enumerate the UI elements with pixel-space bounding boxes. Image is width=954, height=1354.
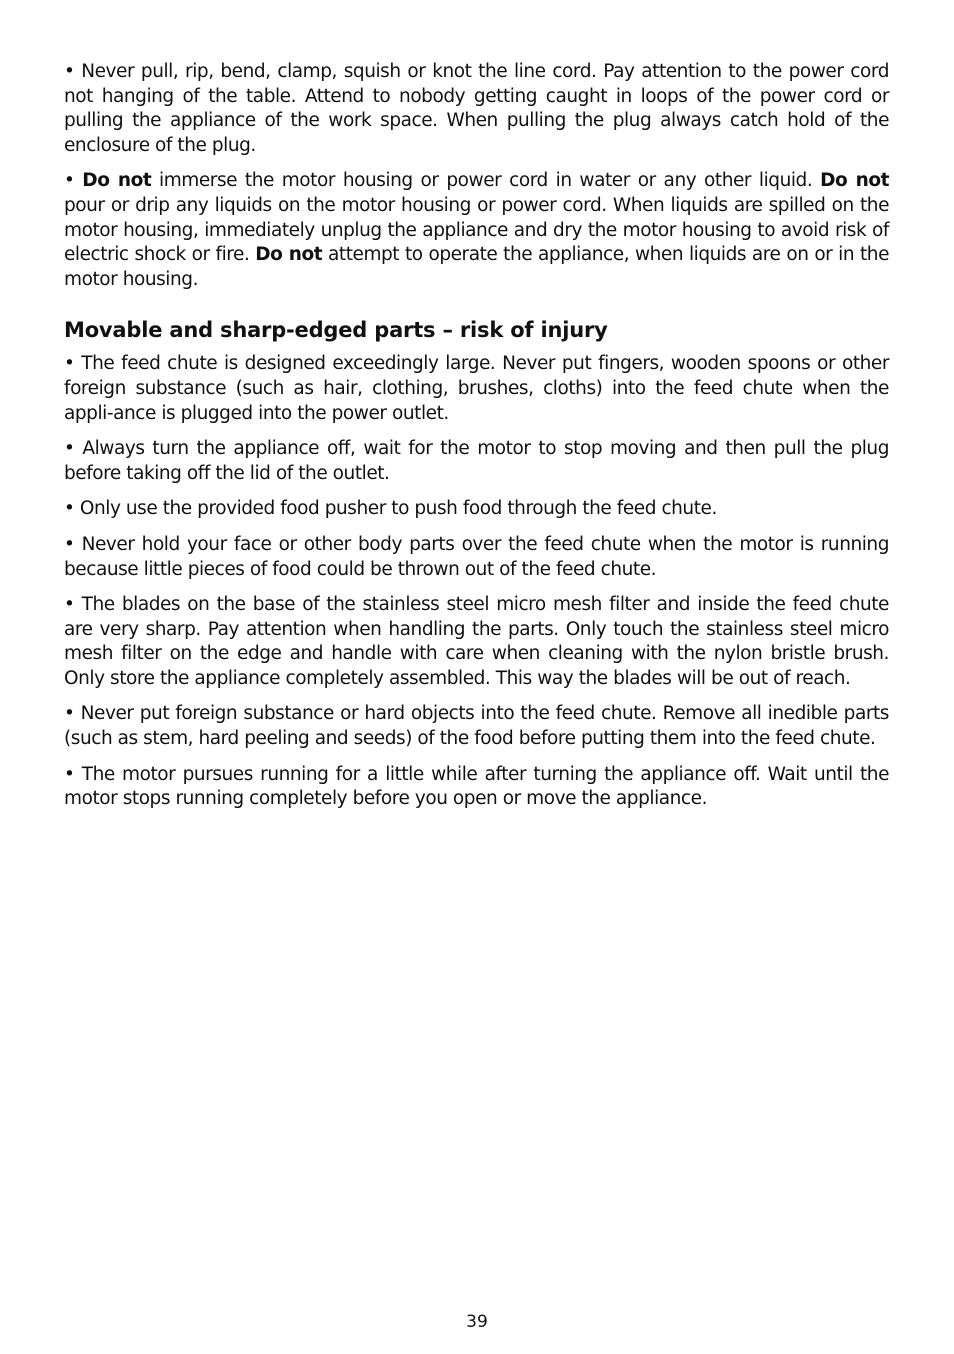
bold-emphasis: Do not [255,244,323,266]
text-run: pour or drip any liquids on the motor housing or power cord. When liquids are spilled on the motor housing, immediately unplug the appliance and dry the motor housing to avoid risk of electric shock or fire. [64,194,889,266]
paragraph [64,437,889,486]
paragraph [64,60,889,158]
text-run: attempt to operate the appliance, when liquids are on or in the motor housing. [64,244,889,290]
text-run: • Always turn the appliance off, wait for the motor to stop moving and then pull the plug before taking off the lid of the outlet. [64,438,889,484]
paragraph [64,763,889,812]
text-run: • Only use the provided food pusher to push food through the feed chute. [64,498,717,520]
page-number: 39 [466,1312,488,1332]
paragraph [64,533,889,582]
bold-emphasis: Do not [82,170,152,192]
text-run: immerse the motor housing or power cord in water or any other liquid. [151,170,821,192]
paragraph [64,352,889,426]
text-run: • Never hold your face or other body parts over the feed chute when the motor is running because little pieces of food could be thrown out of the feed chute. [64,533,889,580]
text-run: • Never put foreign substance or hard objects into the feed chute. Remove all inedible parts (such as stem, hard peeling and seeds) of the food before putting them into the feed chute. [64,703,889,750]
section-sharp-parts [64,316,889,812]
text-run: • The feed chute is designed exceedingly large. Never put fingers, wooden spoons or other foreign substance (such as hair, clothing, brushes, cloths) into the feed chute when the appli-ance is plugged into the power outlet. [64,353,889,424]
paragraph [64,702,889,751]
section-cord-safety [64,60,889,292]
document-body [64,60,889,823]
text-run: • [64,170,83,192]
text-run: • Never pull, rip, bend, clamp, squish or knot the line cord. Pay attention to the power cord not hanging of the table. Attend to nobody getting caught in loops of the power cord or pulling the appliance of the work space. When pulling the plug always catch hold of the enclosure of the plug. [64,61,889,156]
paragraph [64,169,889,292]
text-run: • The blades on the base of the stainless steel micro mesh filter and inside the feed chute are very sharp. Pay attention when handling the parts. Only touch the stainless steel micro mesh filter on the edge and handle with care when cleaning with the nylon bristle brush. Only store the appliance completely assembled. This way the blades will be out of reach. [64,594,889,689]
section-heading: Movable and sharp-edged parts – risk of injury [64,318,608,343]
text-run: • The motor pursues running for a little while after turning the appliance off. Wait until the motor stops running completely before you open or move the appliance. [64,763,889,810]
paragraph [64,497,889,522]
paragraph [64,593,889,691]
bold-emphasis: Do not [820,170,889,192]
